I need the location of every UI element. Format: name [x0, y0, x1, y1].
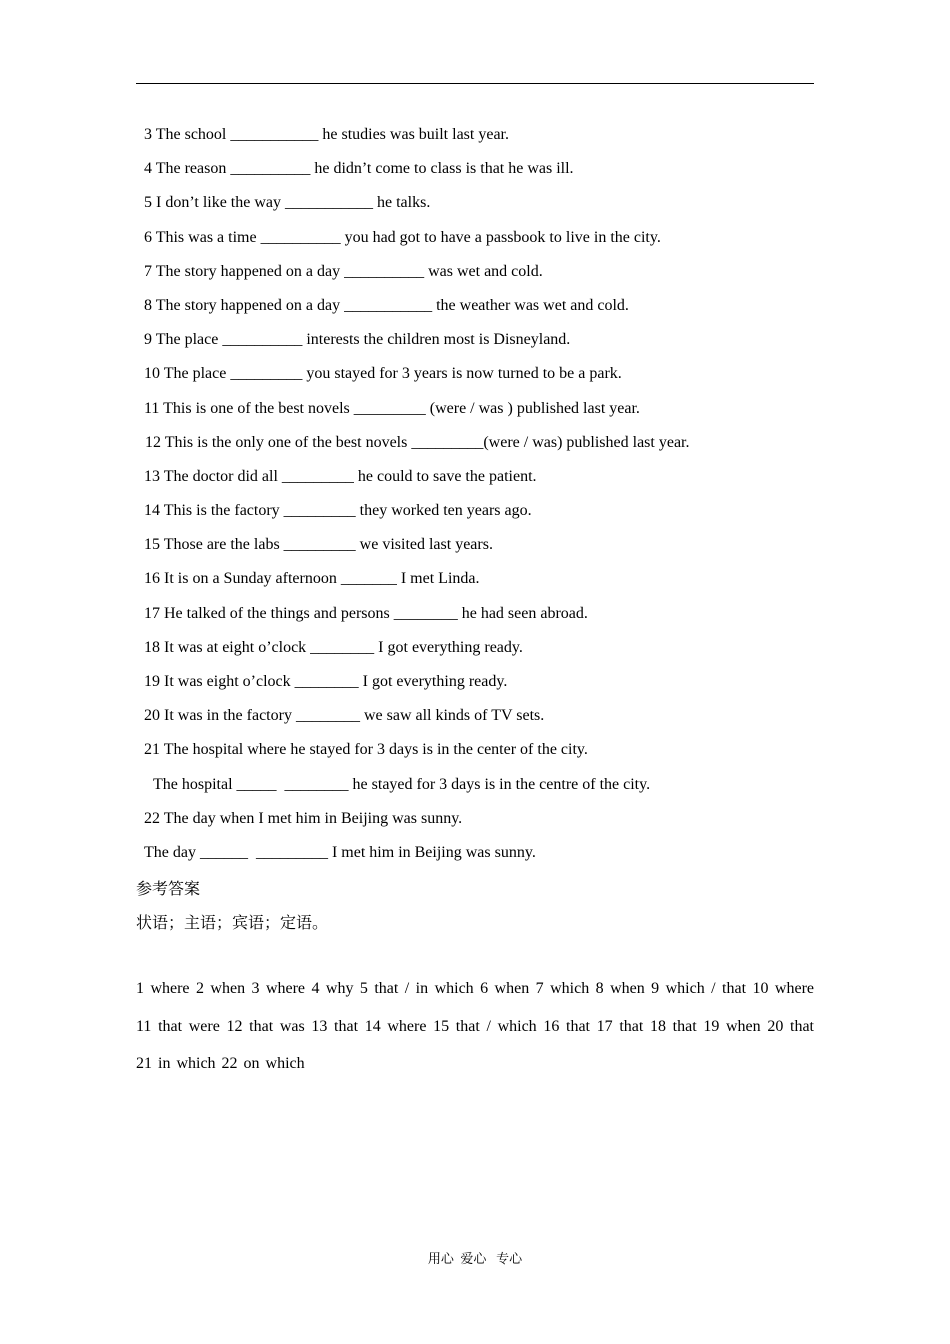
answer-keys: 1 where 2 when 3 where 4 why 5 that / in which 6 when 7 which 8 when 9 which / that 10 where 11 that were 12 that was 13 that 14 where 15 that / which 16 that 17 that 18 that 19 when 20 that 21 in which 22 on which — [136, 980, 814, 1072]
question-line: 4 The reason __________ he didn’t come to class is that he was ill. — [144, 160, 574, 178]
question-line: 5 I don’t like the way ___________ he talks. — [144, 194, 431, 212]
question-line: 12 This is the only one of the best novels _________(were / was) published last year. — [145, 433, 690, 451]
question-line: 19 It was eight o’clock ________ I got everything ready. — [144, 673, 508, 690]
question-line: 20 It was in the factory ________ we saw all kinds of TV sets. — [144, 707, 545, 725]
question-line: 16 It is on a Sunday afternoon _______ I met Linda. — [144, 570, 480, 588]
question-line: 3 The school ___________ he studies was built last year. — [144, 126, 509, 143]
question-line: 14 This is the factory _________ they worked ten years ago. — [144, 502, 532, 520]
answer-types: 状语；主语；宾语；定语。 — [136, 915, 329, 932]
page-footer: 用心 爱心 专心 — [427, 1251, 523, 1266]
question-line: 7 The story happened on a day __________ was wet and cold. — [144, 262, 543, 280]
question-line: The hospital _____ ________ he stayed for 3 days is in the centre of the city. — [153, 775, 651, 793]
question-line: 11 This is one of the best novels _________ (were / was ) published last year. — [144, 399, 640, 417]
question-list — [0, 118, 950, 870]
question-line: 15 Those are the labs _________ we visited last years. — [144, 536, 493, 554]
question-line: 10 The place _________ you stayed for 3 years is now turned to be a park. — [144, 365, 622, 383]
question-line: 17 He talked of the things and persons ________ he had seen abroad. — [144, 604, 588, 622]
question-line: 13 The doctor did all _________ he could to save the patient. — [144, 467, 537, 485]
answer-heading: 参考答案 — [136, 881, 201, 898]
question-line: 6 This was a time __________ you had got to have a passbook to live in the city. — [144, 228, 661, 246]
question-line: 9 The place __________ interests the children most is Disneyland. — [144, 331, 571, 349]
header-rule — [136, 83, 814, 84]
question-line: 22 The day when I met him in Beijing was sunny. — [144, 809, 463, 827]
question-line: 8 The story happened on a day ___________ the weather was wet and cold. — [144, 296, 629, 314]
question-line: 18 It was at eight o’clock ________ I got everything ready. — [144, 638, 523, 656]
question-line: The day ______ _________ I met him in Beijing was sunny. — [144, 843, 536, 861]
question-line: 21 The hospital where he stayed for 3 days is in the center of the city. — [144, 741, 588, 759]
